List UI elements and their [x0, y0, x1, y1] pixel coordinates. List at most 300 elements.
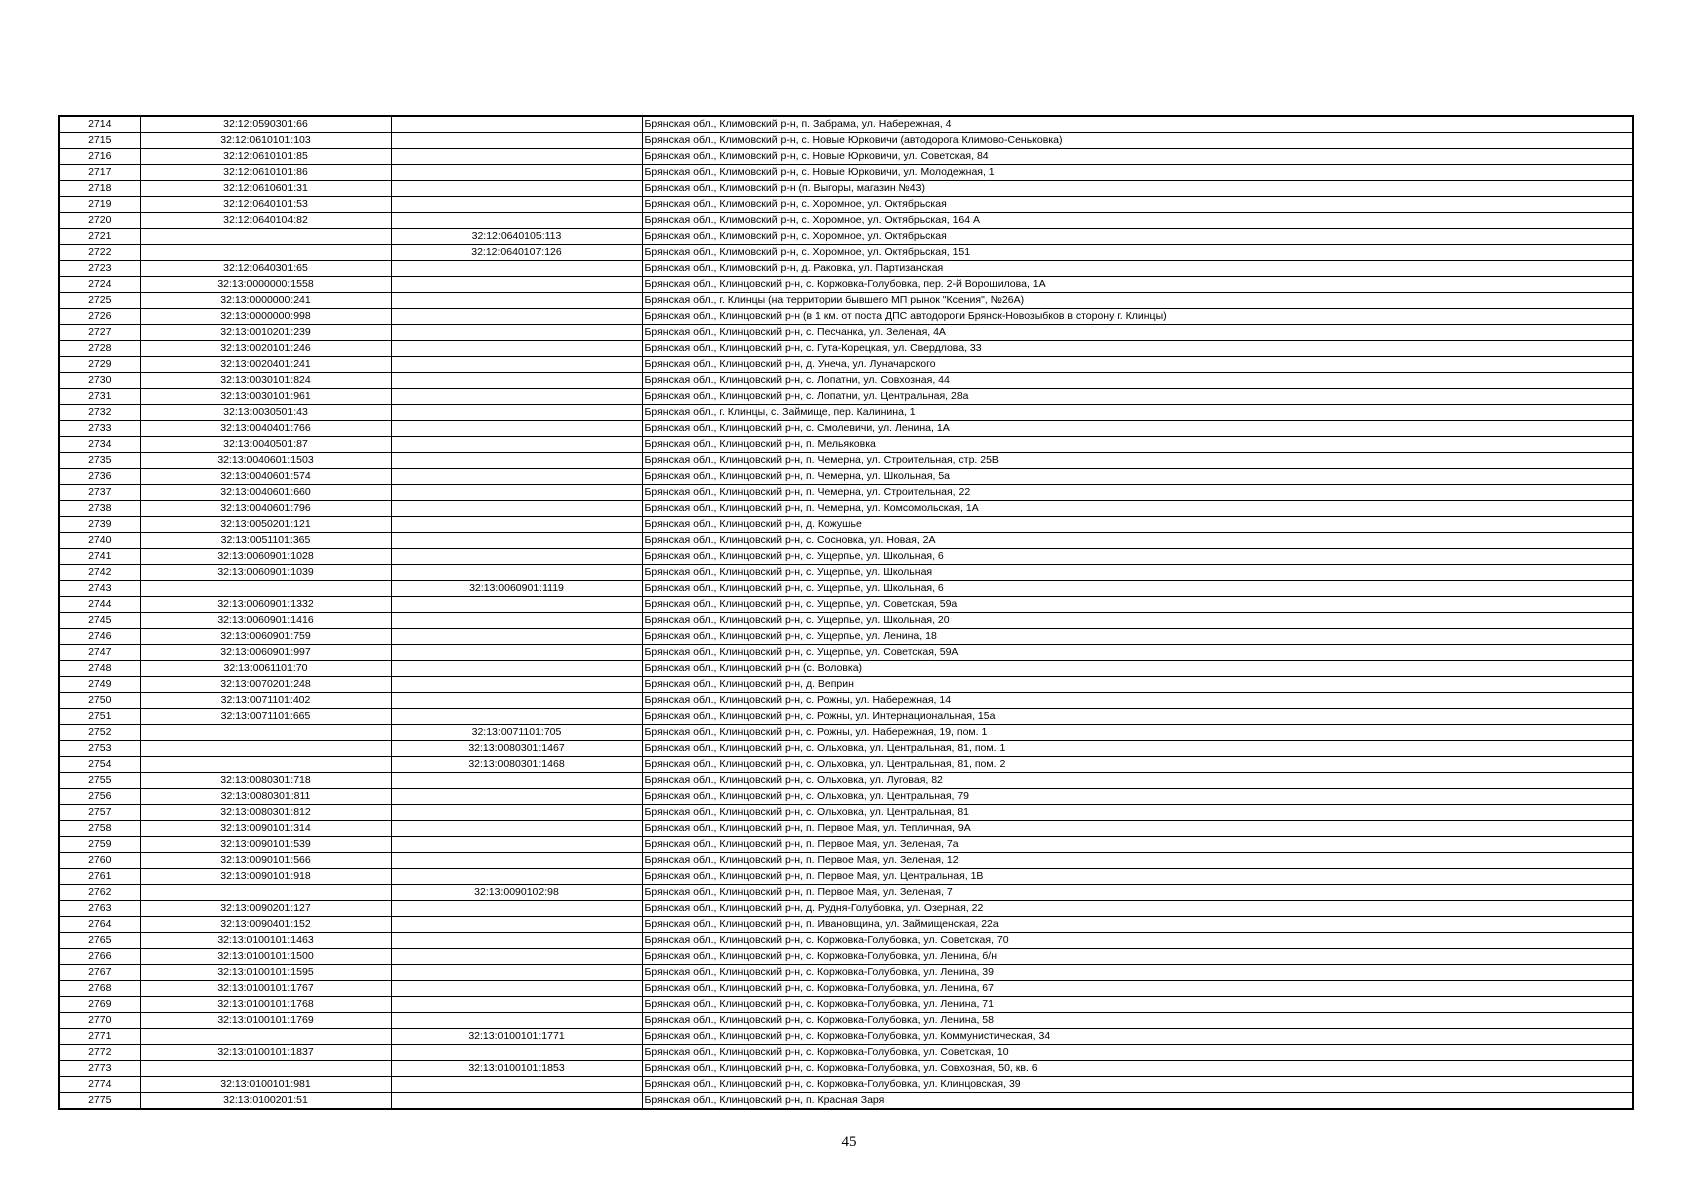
row-number-cell: 2751	[59, 709, 140, 725]
address-cell: Брянская обл., Клинцовский р-н, с. Ущерпье, ул. Советская, 59А	[642, 645, 1633, 661]
address-cell: Брянская обл., Клинцовский р-н, п. Первое Мая, ул. Зеленая, 7	[642, 885, 1633, 901]
row-number-cell: 2749	[59, 677, 140, 693]
address-cell: Брянская обл., Клинцовский р-н, п. Красная Заря	[642, 1093, 1633, 1110]
cadastral-number-alt-cell: 32:13:0080301:1467	[391, 741, 642, 757]
table-row	[59, 581, 1633, 597]
row-number-cell: 2766	[59, 949, 140, 965]
row-number-cell: 2750	[59, 693, 140, 709]
cadastral-number-cell: 32:13:0020401:241	[140, 357, 391, 373]
address-cell: Брянская обл., Клинцовский р-н, с. Коржовка-Голубовка, ул. Ленина, 71	[642, 997, 1633, 1013]
address-cell: Брянская обл., Клинцовский р-н, с. Коржовка-Голубовка, ул. Ленина, 58	[642, 1013, 1633, 1029]
address-cell: Брянская обл., Клинцовский р-н, с. Коржовка-Голубовка, ул. Ленина, 67	[642, 981, 1633, 997]
row-number-cell: 2735	[59, 453, 140, 469]
page-number: 45	[841, 1134, 857, 1150]
cadastral-number-cell: 32:13:0100101:1837	[140, 1045, 391, 1061]
table-row	[59, 229, 1633, 245]
cadastral-number-alt-cell: 32:12:0640105:113	[391, 229, 642, 245]
row-number-cell: 2716	[59, 149, 140, 165]
address-cell: Брянская обл., Клинцовский р-н, п. Ивановщина, ул. Займищенская, 22а	[642, 917, 1633, 933]
address-cell: Брянская обл., Клинцовский р-н (с. Воловка)	[642, 661, 1633, 677]
cadastral-number-alt-cell	[391, 213, 642, 229]
table-row	[59, 421, 1633, 437]
row-number-cell: 2725	[59, 293, 140, 309]
row-number-cell: 2732	[59, 405, 140, 421]
table-row	[59, 501, 1633, 517]
cadastral-number-alt-cell	[391, 869, 642, 885]
cadastral-number-cell: 32:13:0090101:314	[140, 821, 391, 837]
address-cell: Брянская обл., Клинцовский р-н (в 1 км. от поста ДПС автодороги Брянск-Новозыбков в сторону г. Клинцы)	[642, 309, 1633, 325]
cadastral-number-alt-cell	[391, 549, 642, 565]
table-row	[59, 293, 1633, 309]
row-number-cell: 2758	[59, 821, 140, 837]
table-row	[59, 1077, 1633, 1093]
address-cell: Брянская обл., Клинцовский р-н, п. Мельяковка	[642, 437, 1633, 453]
cadastral-number-cell: 32:13:0100101:1769	[140, 1013, 391, 1029]
cadastral-number-alt-cell	[391, 133, 642, 149]
address-cell: Брянская обл., Клинцовский р-н, п. Чемерна, ул. Строительная, стр. 25В	[642, 453, 1633, 469]
row-number-cell: 2718	[59, 181, 140, 197]
cadastral-number-cell: 32:12:0610101:103	[140, 133, 391, 149]
cadastral-number-alt-cell	[391, 293, 642, 309]
cadastral-number-alt-cell	[391, 805, 642, 821]
cadastral-number-cell	[140, 1029, 391, 1045]
table-row	[59, 1093, 1633, 1110]
cadastral-number-cell: 32:13:0100101:1500	[140, 949, 391, 965]
cadastral-number-cell: 32:13:0061101:70	[140, 661, 391, 677]
address-cell: Брянская обл., Клинцовский р-н, с. Ущерпье, ул. Школьная, 20	[642, 613, 1633, 629]
cadastral-number-cell: 32:13:0050201:121	[140, 517, 391, 533]
table-row	[59, 1013, 1633, 1029]
cadastral-number-cell: 32:13:0071101:665	[140, 709, 391, 725]
table-row	[59, 549, 1633, 565]
cadastral-number-cell: 32:13:0060901:1332	[140, 597, 391, 613]
cadastral-number-alt-cell	[391, 677, 642, 693]
table-row	[59, 245, 1633, 261]
registry-table	[58, 115, 1634, 1110]
address-cell: Брянская обл., Клинцовский р-н, п. Чемерна, ул. Строительная, 22	[642, 485, 1633, 501]
row-number-cell: 2773	[59, 1061, 140, 1077]
address-cell: Брянская обл., Климовский р-н, п. Забрама, ул. Набережная, 4	[642, 116, 1633, 133]
table-row	[59, 837, 1633, 853]
table-row	[59, 213, 1633, 229]
cadastral-number-alt-cell	[391, 901, 642, 917]
row-number-cell: 2745	[59, 613, 140, 629]
cadastral-number-alt-cell	[391, 533, 642, 549]
cadastral-number-alt-cell	[391, 629, 642, 645]
row-number-cell: 2775	[59, 1093, 140, 1110]
address-cell: Брянская обл., Клинцовский р-н, с. Коржовка-Голубовка, пер. 2-й Ворошилова, 1А	[642, 277, 1633, 293]
cadastral-number-alt-cell	[391, 1093, 642, 1110]
row-number-cell: 2744	[59, 597, 140, 613]
table-row	[59, 981, 1633, 997]
cadastral-number-alt-cell	[391, 1077, 642, 1093]
cadastral-number-alt-cell	[391, 693, 642, 709]
row-number-cell: 2746	[59, 629, 140, 645]
row-number-cell: 2737	[59, 485, 140, 501]
row-number-cell: 2739	[59, 517, 140, 533]
cadastral-number-alt-cell	[391, 981, 642, 997]
address-cell: Брянская обл., Климовский р-н, с. Хоромное, ул. Октябрьская, 164 А	[642, 213, 1633, 229]
cadastral-number-alt-cell: 32:13:0060901:1119	[391, 581, 642, 597]
cadastral-number-cell: 32:13:0100101:981	[140, 1077, 391, 1093]
cadastral-number-cell: 32:12:0590301:66	[140, 116, 391, 133]
row-number-cell: 2752	[59, 725, 140, 741]
address-cell: Брянская обл., Клинцовский р-н, с. Рожны, ул. Набережная, 19, пом. 1	[642, 725, 1633, 741]
cadastral-number-alt-cell	[391, 917, 642, 933]
address-cell: Брянская обл., Клинцовский р-н, с. Коржовка-Голубовка, ул. Коммунистическая, 34	[642, 1029, 1633, 1045]
table-row	[59, 437, 1633, 453]
cadastral-number-alt-cell	[391, 181, 642, 197]
cadastral-number-cell: 32:13:0020101:246	[140, 341, 391, 357]
cadastral-number-cell	[140, 1061, 391, 1077]
address-cell: Брянская обл., Клинцовский р-н, с. Ольховка, ул. Центральная, 81	[642, 805, 1633, 821]
cadastral-number-cell: 32:13:0040401:766	[140, 421, 391, 437]
cadastral-number-alt-cell	[391, 373, 642, 389]
cadastral-number-cell: 32:13:0010201:239	[140, 325, 391, 341]
address-cell: Брянская обл., Клинцовский р-н, с. Коржовка-Голубовка, ул. Ленина, б/н	[642, 949, 1633, 965]
table-row	[59, 181, 1633, 197]
address-cell: Брянская обл., Клинцовский р-н, с. Коржовка-Голубовка, ул. Советская, 70	[642, 933, 1633, 949]
cadastral-number-alt-cell	[391, 997, 642, 1013]
table-row	[59, 917, 1633, 933]
table-row	[59, 261, 1633, 277]
cadastral-number-alt-cell: 32:13:0100101:1853	[391, 1061, 642, 1077]
cadastral-number-alt-cell	[391, 485, 642, 501]
address-cell: Брянская обл., Клинцовский р-н, с. Коржовка-Голубовка, ул. Советская, 10	[642, 1045, 1633, 1061]
address-cell: Брянская обл., Климовский р-н, с. Хоромное, ул. Октябрьская	[642, 197, 1633, 213]
cadastral-number-cell: 32:13:0080301:718	[140, 773, 391, 789]
cadastral-number-alt-cell	[391, 789, 642, 805]
table-row	[59, 965, 1633, 981]
cadastral-number-cell: 32:13:0000000:998	[140, 309, 391, 325]
row-number-cell: 2757	[59, 805, 140, 821]
table-row	[59, 469, 1633, 485]
row-number-cell: 2771	[59, 1029, 140, 1045]
cadastral-number-alt-cell	[391, 165, 642, 181]
cadastral-number-alt-cell: 32:13:0090102:98	[391, 885, 642, 901]
cadastral-number-alt-cell	[391, 709, 642, 725]
address-cell: Брянская обл., Клинцовский р-н, с. Ущерпье, ул. Школьная	[642, 565, 1633, 581]
table-row	[59, 997, 1633, 1013]
cadastral-number-alt-cell: 32:13:0080301:1468	[391, 757, 642, 773]
cadastral-number-cell: 32:13:0060901:1039	[140, 565, 391, 581]
table-row	[59, 661, 1633, 677]
table-row	[59, 901, 1633, 917]
table-row	[59, 309, 1633, 325]
table-row	[59, 757, 1633, 773]
row-number-cell: 2747	[59, 645, 140, 661]
table-row	[59, 533, 1633, 549]
address-cell: Брянская обл., Клинцовский р-н, с. Коржовка-Голубовка, ул. Ленина, 39	[642, 965, 1633, 981]
cadastral-number-alt-cell	[391, 309, 642, 325]
row-number-cell: 2734	[59, 437, 140, 453]
cadastral-number-cell: 32:13:0030101:961	[140, 389, 391, 405]
cadastral-number-alt-cell	[391, 597, 642, 613]
cadastral-number-cell: 32:13:0090101:539	[140, 837, 391, 853]
cadastral-number-alt-cell	[391, 933, 642, 949]
address-cell: Брянская обл., Клинцовский р-н, п. Чемерна, ул. Комсомольская, 1А	[642, 501, 1633, 517]
cadastral-number-alt-cell	[391, 501, 642, 517]
address-cell: Брянская обл., Клинцовский р-н, п. Первое Мая, ул. Центральная, 1В	[642, 869, 1633, 885]
table-row	[59, 645, 1633, 661]
row-number-cell: 2727	[59, 325, 140, 341]
row-number-cell: 2764	[59, 917, 140, 933]
cadastral-number-cell	[140, 245, 391, 261]
cadastral-number-alt-cell	[391, 437, 642, 453]
table-row	[59, 741, 1633, 757]
row-number-cell: 2767	[59, 965, 140, 981]
row-number-cell: 2774	[59, 1077, 140, 1093]
cadastral-number-cell	[140, 229, 391, 245]
address-cell: Брянская обл., Клинцовский р-н, с. Сосновка, ул. Новая, 2А	[642, 533, 1633, 549]
cadastral-number-alt-cell	[391, 389, 642, 405]
cadastral-number-cell: 32:13:0030101:824	[140, 373, 391, 389]
cadastral-number-cell	[140, 741, 391, 757]
cadastral-number-cell: 32:13:0100101:1463	[140, 933, 391, 949]
row-number-cell: 2768	[59, 981, 140, 997]
address-cell: Брянская обл., Клинцовский р-н, с. Смолевичи, ул. Ленина, 1А	[642, 421, 1633, 437]
cadastral-number-cell: 32:13:0100101:1595	[140, 965, 391, 981]
cadastral-number-alt-cell	[391, 565, 642, 581]
address-cell: Брянская обл., Клинцовский р-н, с. Коржовка-Голубовка, ул. Совхозная, 50, кв. 6	[642, 1061, 1633, 1077]
cadastral-number-alt-cell	[391, 773, 642, 789]
cadastral-number-cell: 32:13:0090401:152	[140, 917, 391, 933]
cadastral-number-cell: 32:12:0610101:86	[140, 165, 391, 181]
address-cell: Брянская обл., Клинцовский р-н, с. Песчанка, ул. Зеленая, 4А	[642, 325, 1633, 341]
cadastral-number-alt-cell	[391, 405, 642, 421]
registry-table-body	[59, 116, 1633, 1109]
cadastral-number-cell: 32:13:0040601:574	[140, 469, 391, 485]
address-cell: Брянская обл., Клинцовский р-н, с. Рожны, ул. Набережная, 14	[642, 693, 1633, 709]
row-number-cell: 2762	[59, 885, 140, 901]
address-cell: Брянская обл., Клинцовский р-н, д. Рудня-Голубовка, ул. Озерная, 22	[642, 901, 1633, 917]
address-cell: Брянская обл., Климовский р-н, с. Хоромное, ул. Октябрьская	[642, 229, 1633, 245]
cadastral-number-cell: 32:13:0000000:1558	[140, 277, 391, 293]
row-number-cell: 2722	[59, 245, 140, 261]
table-row	[59, 949, 1633, 965]
address-cell: Брянская обл., Клинцовский р-н, с. Ущерпье, ул. Школьная, 6	[642, 549, 1633, 565]
cadastral-number-cell: 32:13:0090101:566	[140, 853, 391, 869]
row-number-cell: 2719	[59, 197, 140, 213]
row-number-cell: 2715	[59, 133, 140, 149]
table-row	[59, 773, 1633, 789]
cadastral-number-alt-cell	[391, 261, 642, 277]
table-row	[59, 149, 1633, 165]
table-row	[59, 116, 1633, 133]
cadastral-number-alt-cell	[391, 837, 642, 853]
cadastral-number-cell: 32:12:0610101:85	[140, 149, 391, 165]
address-cell: Брянская обл., Клинцовский р-н, с. Гута-Корецкая, ул. Свердлова, 33	[642, 341, 1633, 357]
address-cell: Брянская обл., Климовский р-н (п. Выгоры, магазин №43)	[642, 181, 1633, 197]
table-row	[59, 405, 1633, 421]
cadastral-number-cell: 32:13:0060901:1416	[140, 613, 391, 629]
table-row	[59, 165, 1633, 181]
table-row	[59, 453, 1633, 469]
cadastral-number-alt-cell	[391, 949, 642, 965]
cadastral-number-cell: 32:13:0060901:759	[140, 629, 391, 645]
cadastral-number-alt-cell	[391, 965, 642, 981]
table-row	[59, 389, 1633, 405]
row-number-cell: 2772	[59, 1045, 140, 1061]
cadastral-number-alt-cell	[391, 197, 642, 213]
cadastral-number-cell: 32:13:0100101:1767	[140, 981, 391, 997]
table-row	[59, 869, 1633, 885]
row-number-cell: 2761	[59, 869, 140, 885]
table-row	[59, 373, 1633, 389]
table-row	[59, 565, 1633, 581]
address-cell: Брянская обл., Климовский р-н, с. Новые Юрковичи, ул. Молодежная, 1	[642, 165, 1633, 181]
row-number-cell: 2740	[59, 533, 140, 549]
row-number-cell: 2721	[59, 229, 140, 245]
table-row	[59, 725, 1633, 741]
table-row	[59, 789, 1633, 805]
cadastral-number-cell: 32:13:0070201:248	[140, 677, 391, 693]
address-cell: Брянская обл., Клинцовский р-н, с. Лопатни, ул. Совхозная, 44	[642, 373, 1633, 389]
address-cell: Брянская обл., Клинцовский р-н, с. Ольховка, ул. Центральная, 81, пом. 1	[642, 741, 1633, 757]
table-row	[59, 133, 1633, 149]
table-row	[59, 885, 1633, 901]
row-number-cell: 2765	[59, 933, 140, 949]
row-number-cell: 2763	[59, 901, 140, 917]
table-row	[59, 1029, 1633, 1045]
cadastral-number-cell: 32:13:0040501:87	[140, 437, 391, 453]
table-row	[59, 853, 1633, 869]
table-row	[59, 597, 1633, 613]
cadastral-number-alt-cell: 32:13:0071101:705	[391, 725, 642, 741]
cadastral-number-alt-cell	[391, 1045, 642, 1061]
row-number-cell: 2760	[59, 853, 140, 869]
cadastral-number-alt-cell	[391, 149, 642, 165]
table-row	[59, 677, 1633, 693]
table-row	[59, 693, 1633, 709]
row-number-cell: 2729	[59, 357, 140, 373]
address-cell: Брянская обл., Клинцовский р-н, п. Чемерна, ул. Школьная, 5а	[642, 469, 1633, 485]
row-number-cell: 2748	[59, 661, 140, 677]
cadastral-number-alt-cell	[391, 453, 642, 469]
row-number-cell: 2770	[59, 1013, 140, 1029]
cadastral-number-cell: 32:12:0640101:53	[140, 197, 391, 213]
cadastral-number-alt-cell	[391, 821, 642, 837]
table-row	[59, 325, 1633, 341]
cadastral-number-alt-cell	[391, 277, 642, 293]
cadastral-number-cell: 32:13:0040601:660	[140, 485, 391, 501]
address-cell: Брянская обл., Клинцовский р-н, с. Ущерпье, ул. Советская, 59а	[642, 597, 1633, 613]
table-row	[59, 629, 1633, 645]
address-cell: Брянская обл., Климовский р-н, с. Хоромное, ул. Октябрьская, 151	[642, 245, 1633, 261]
address-cell: Брянская обл., Клинцовский р-н, д. Кожушье	[642, 517, 1633, 533]
cadastral-number-cell: 32:13:0000000:241	[140, 293, 391, 309]
address-cell: Брянская обл., Клинцовский р-н, д. Веприн	[642, 677, 1633, 693]
row-number-cell: 2730	[59, 373, 140, 389]
row-number-cell: 2769	[59, 997, 140, 1013]
table-row	[59, 357, 1633, 373]
address-cell: Брянская обл., Клинцовский р-н, п. Первое Мая, ул. Зеленая, 12	[642, 853, 1633, 869]
address-cell: Брянская обл., г. Клинцы (на территории бывшего МП рынок "Ксения", №26А)	[642, 293, 1633, 309]
address-cell: Брянская обл., Климовский р-н, д. Раковка, ул. Партизанская	[642, 261, 1633, 277]
address-cell: Брянская обл., Клинцовский р-н, д. Унеча, ул. Луначарского	[642, 357, 1633, 373]
cadastral-number-alt-cell	[391, 341, 642, 357]
cadastral-number-cell: 32:13:0090101:918	[140, 869, 391, 885]
row-number-cell: 2717	[59, 165, 140, 181]
cadastral-number-alt-cell	[391, 421, 642, 437]
cadastral-number-alt-cell	[391, 645, 642, 661]
cadastral-number-cell: 32:13:0090201:127	[140, 901, 391, 917]
row-number-cell: 2738	[59, 501, 140, 517]
table-row	[59, 709, 1633, 725]
cadastral-number-cell	[140, 885, 391, 901]
cadastral-number-cell: 32:12:0610601:31	[140, 181, 391, 197]
table-row	[59, 933, 1633, 949]
row-number-cell: 2723	[59, 261, 140, 277]
cadastral-number-alt-cell	[391, 661, 642, 677]
cadastral-number-cell: 32:12:0640104:82	[140, 213, 391, 229]
cadastral-number-alt-cell	[391, 116, 642, 133]
cadastral-number-cell: 32:13:0071101:402	[140, 693, 391, 709]
row-number-cell: 2728	[59, 341, 140, 357]
table-row	[59, 277, 1633, 293]
cadastral-number-cell	[140, 581, 391, 597]
cadastral-number-alt-cell	[391, 853, 642, 869]
row-number-cell: 2731	[59, 389, 140, 405]
row-number-cell: 2753	[59, 741, 140, 757]
cadastral-number-cell: 32:13:0040601:796	[140, 501, 391, 517]
cadastral-number-alt-cell	[391, 1013, 642, 1029]
cadastral-number-cell	[140, 757, 391, 773]
cadastral-number-alt-cell: 32:13:0100101:1771	[391, 1029, 642, 1045]
row-number-cell: 2736	[59, 469, 140, 485]
table-row	[59, 485, 1633, 501]
address-cell: Брянская обл., г. Клинцы, с. Займище, пер. Калинина, 1	[642, 405, 1633, 421]
row-number-cell: 2714	[59, 116, 140, 133]
cadastral-number-cell: 32:13:0040601:1503	[140, 453, 391, 469]
row-number-cell: 2724	[59, 277, 140, 293]
row-number-cell: 2759	[59, 837, 140, 853]
address-cell: Брянская обл., Клинцовский р-н, с. Лопатни, ул. Центральная, 28а	[642, 389, 1633, 405]
table-row	[59, 341, 1633, 357]
address-cell: Брянская обл., Клинцовский р-н, с. Ущерпье, ул. Ленина, 18	[642, 629, 1633, 645]
cadastral-number-cell	[140, 725, 391, 741]
cadastral-number-cell: 32:13:0030501:43	[140, 405, 391, 421]
row-number-cell: 2720	[59, 213, 140, 229]
cadastral-number-cell: 32:13:0080301:811	[140, 789, 391, 805]
table-row	[59, 1045, 1633, 1061]
cadastral-number-alt-cell	[391, 517, 642, 533]
row-number-cell: 2741	[59, 549, 140, 565]
row-number-cell: 2756	[59, 789, 140, 805]
cadastral-number-cell: 32:13:0080301:812	[140, 805, 391, 821]
address-cell: Брянская обл., Клинцовский р-н, с. Ольховка, ул. Центральная, 79	[642, 789, 1633, 805]
cadastral-number-cell: 32:12:0640301:65	[140, 261, 391, 277]
row-number-cell: 2755	[59, 773, 140, 789]
address-cell: Брянская обл., Клинцовский р-н, с. Ольховка, ул. Центральная, 81, пом. 2	[642, 757, 1633, 773]
address-cell: Брянская обл., Клинцовский р-н, с. Ущерпье, ул. Школьная, 6	[642, 581, 1633, 597]
address-cell: Брянская обл., Клинцовский р-н, п. Первое Мая, ул. Тепличная, 9А	[642, 821, 1633, 837]
row-number-cell: 2743	[59, 581, 140, 597]
row-number-cell: 2733	[59, 421, 140, 437]
table-row	[59, 197, 1633, 213]
address-cell: Брянская обл., Климовский р-н, с. Новые Юрковичи (автодорога Климово-Сеньковка)	[642, 133, 1633, 149]
address-cell: Брянская обл., Климовский р-н, с. Новые Юрковичи, ул. Советская, 84	[642, 149, 1633, 165]
cadastral-number-alt-cell: 32:12:0640107:126	[391, 245, 642, 261]
cadastral-number-cell: 32:13:0060901:997	[140, 645, 391, 661]
cadastral-number-alt-cell	[391, 325, 642, 341]
row-number-cell: 2726	[59, 309, 140, 325]
address-cell: Брянская обл., Клинцовский р-н, с. Рожны, ул. Интернациональная, 15а	[642, 709, 1633, 725]
table-row	[59, 805, 1633, 821]
table-row	[59, 517, 1633, 533]
cadastral-number-cell: 32:13:0060901:1028	[140, 549, 391, 565]
table-row	[59, 821, 1633, 837]
